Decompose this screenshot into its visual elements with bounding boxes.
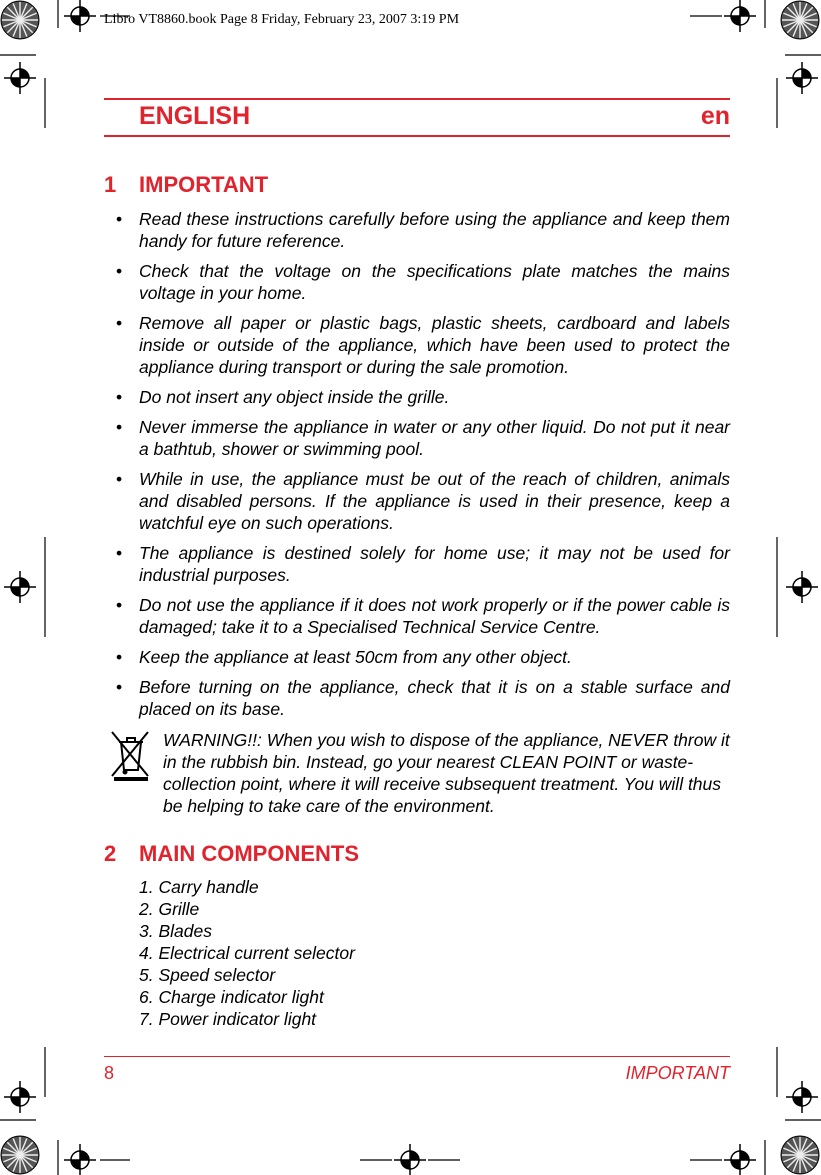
list-item: 4. Electrical current selector <box>139 943 355 963</box>
header-language-code: en <box>700 102 730 130</box>
print-slug: Libro VT8860.book Page 8 Friday, February 23, 2007 3:19 PM <box>104 12 460 27</box>
section-number: 1 <box>104 172 117 197</box>
page-header <box>139 102 730 134</box>
list-item: • Do not insert any object inside the grille. <box>116 387 450 407</box>
footer-rule <box>104 1056 730 1057</box>
section-number: 2 <box>104 841 117 866</box>
list-item: 1. Carry handle <box>139 877 259 897</box>
page-number: 8 <box>104 1063 115 1083</box>
safety-instructions-list <box>116 208 730 728</box>
section-heading-important <box>104 172 268 198</box>
list-item: 5. Speed selector <box>139 965 276 985</box>
list-item: • Before turning on the appliance, check that it is on a stable surface and placed on its base. <box>116 677 730 719</box>
header-language: ENGLISH <box>139 102 251 130</box>
list-item: • Check that the voltage on the specifications plate matches the mains voltage in your home. <box>116 261 730 303</box>
components-list <box>139 876 355 1030</box>
header-rule-top <box>104 98 730 100</box>
list-item: • Do not use the appliance if it does not work properly or if the power cable is damaged; take it to a Specialised Technical Service Centre. <box>116 595 730 637</box>
section-heading-main-components <box>104 841 359 867</box>
list-item: 2. Grille <box>139 899 200 919</box>
list-item: • Remove all paper or plastic bags, plastic sheets, cardboard and labels inside or outside of the appliance, which have been used to protect the appliance during transport or during the sale promotion. <box>116 313 730 377</box>
list-item: • The appliance is destined solely for home use; it may not be used for industrial purposes. <box>116 543 730 585</box>
section-title: MAIN COMPONENTS <box>139 841 359 866</box>
header-rule-bottom <box>104 135 730 137</box>
list-item: • Keep the appliance at least 50cm from any other object. <box>116 647 572 667</box>
list-item: • While in use, the appliance must be out of the reach of children, animals and disabled persons. If the appliance is used in their presence, keep a watchful eye on such operations. <box>116 469 730 533</box>
section-title: IMPORTANT <box>139 172 269 197</box>
list-item: 7. Power indicator light <box>139 1009 317 1029</box>
list-item: 3. Blades <box>139 921 212 941</box>
crossed-out-wheelie-bin-icon <box>110 730 150 782</box>
list-item: • Never immerse the appliance in water or any other liquid. Do not put it near a bathtub, shower or swimming pool. <box>116 417 730 459</box>
footer-section-title: IMPORTANT <box>625 1063 730 1083</box>
list-item: 6. Charge indicator light <box>139 987 324 1007</box>
list-item: • Read these instructions carefully before using the appliance and keep them handy for future reference. <box>116 209 730 251</box>
warning-disposal-text: WARNING!!: When you wish to dispose of the appliance, NEVER throw it in the rubbish bin. Instead, go your nearest CLEAN POINT or waste-collection point, where it will receive subsequent treatment. You will thus be helping to take care of the environment. <box>163 730 730 816</box>
